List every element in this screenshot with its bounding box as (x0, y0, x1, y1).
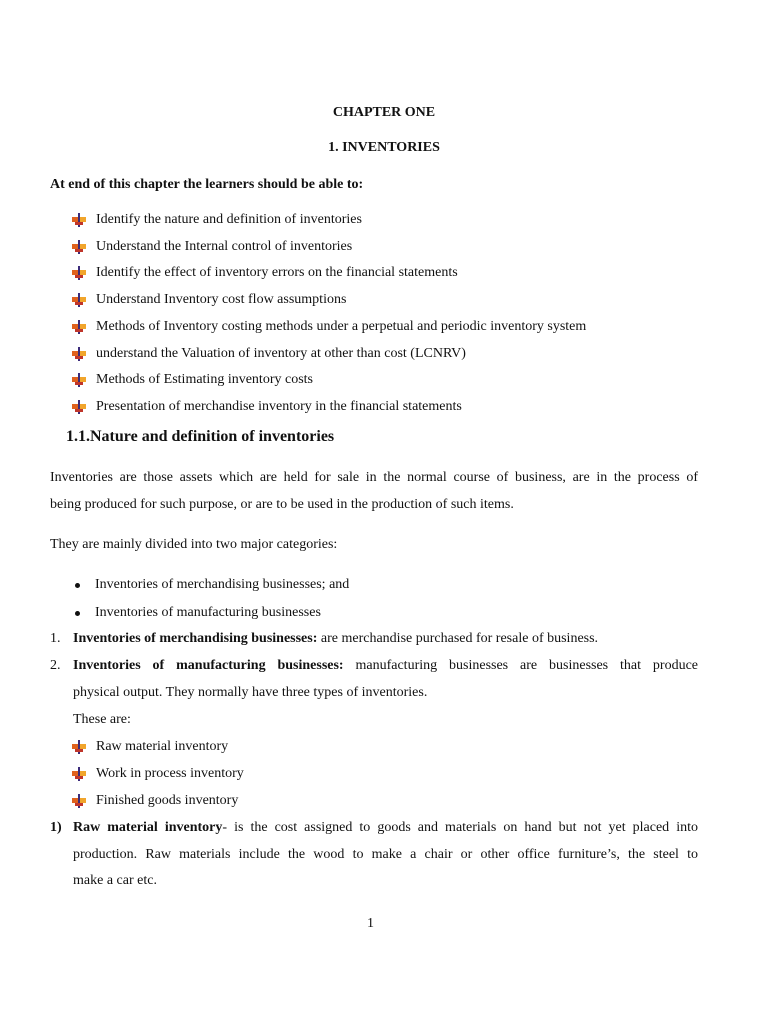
section-title: 1. INVENTORIES (328, 140, 440, 155)
objective-item (72, 211, 362, 229)
flag-bullet-icon (72, 767, 86, 781)
objective-item (72, 264, 458, 282)
objective-text: understand the Valuation of inventory at other than cost (LCNRV) (96, 346, 466, 361)
bullet-dot-icon (75, 583, 80, 588)
flag-bullet-icon (72, 266, 86, 280)
objective-item (72, 291, 346, 309)
numbered-item-term: Inventories of manufacturing businesses: (73, 658, 344, 673)
objective-text: Methods of Inventory costing methods under a perpetual and periodic inventory system (96, 319, 587, 334)
paragraph: They are mainly divided into two major categories: (50, 537, 338, 552)
page-number: 1 (367, 916, 374, 931)
raw-material-term: Raw material inventory (73, 820, 223, 835)
raw-material-line (73, 819, 698, 837)
objective-text: Understand Inventory cost flow assumptions (96, 292, 347, 307)
objective-item (72, 371, 313, 389)
raw-material-line: production. Raw materials include the wood to make a chair or other office furniture’s, the steel to (73, 847, 698, 862)
objective-text: Understand the Internal control of inventories (96, 239, 353, 254)
type-item (72, 765, 244, 783)
objective-text: Identify the nature and definition of inventories (96, 212, 362, 227)
subsection-number: 1.1. (66, 428, 90, 445)
objective-item (72, 398, 462, 416)
category-item (72, 576, 349, 594)
flag-bullet-icon (72, 740, 86, 754)
flag-bullet-icon (72, 794, 86, 808)
paragraph-line: Inventories are those assets which are held for sale in the normal course of business, are in the process of (50, 470, 698, 485)
raw-material-text: - is the cost assigned to goods and materials on hand but not yet placed into (222, 820, 698, 835)
subsection-heading (66, 426, 334, 448)
subsection-title: Nature and definition of inventories (90, 428, 335, 445)
type-item (72, 792, 238, 810)
objective-text: Presentation of merchandise inventory in the financial statements (96, 399, 462, 414)
raw-material-number: 1) (50, 820, 62, 835)
numbered-item-continuation: These are: (73, 712, 131, 727)
numbered-item-continuation: physical output. They normally have three types of inventories. (73, 685, 428, 700)
type-item (72, 738, 228, 756)
objective-item (72, 345, 466, 363)
numbered-item-term: Inventories of merchandising businesses: (73, 631, 318, 646)
flag-bullet-icon (72, 400, 86, 414)
flag-bullet-icon (72, 373, 86, 387)
category-text: Inventories of manufacturing businesses (95, 605, 321, 620)
type-text: Raw material inventory (96, 739, 229, 754)
flag-bullet-icon (72, 293, 86, 307)
objective-item (72, 318, 586, 336)
numbered-item (73, 630, 598, 648)
objectives-intro: At end of this chapter the learners should be able to: (50, 177, 364, 192)
flag-bullet-icon (72, 347, 86, 361)
numbered-item-text: are merchandise purchased for resale of business. (317, 631, 599, 646)
flag-bullet-icon (72, 320, 86, 334)
objective-text: Identify the effect of inventory errors on the financial statements (96, 265, 458, 280)
category-text: Inventories of merchandising businesses; and (95, 577, 350, 592)
flag-bullet-icon (72, 240, 86, 254)
raw-material-line: make a car etc. (73, 873, 157, 888)
numbered-item (73, 657, 698, 675)
type-text: Finished goods inventory (96, 793, 239, 808)
numbered-item-number: 1. (50, 631, 61, 646)
chapter-title: CHAPTER ONE (332, 105, 436, 120)
bullet-dot-icon (75, 611, 80, 616)
flag-bullet-icon (72, 213, 86, 227)
objective-text: Methods of Estimating inventory costs (96, 372, 313, 387)
paragraph-line: being produced for such purpose, or are to be used in the production of such items. (50, 497, 514, 512)
objective-item (72, 238, 352, 256)
category-item (72, 604, 321, 622)
numbered-item-text: manufacturing businesses are businesses that produce (343, 658, 698, 673)
type-text: Work in process inventory (96, 766, 244, 781)
numbered-item-number: 2. (50, 658, 61, 673)
